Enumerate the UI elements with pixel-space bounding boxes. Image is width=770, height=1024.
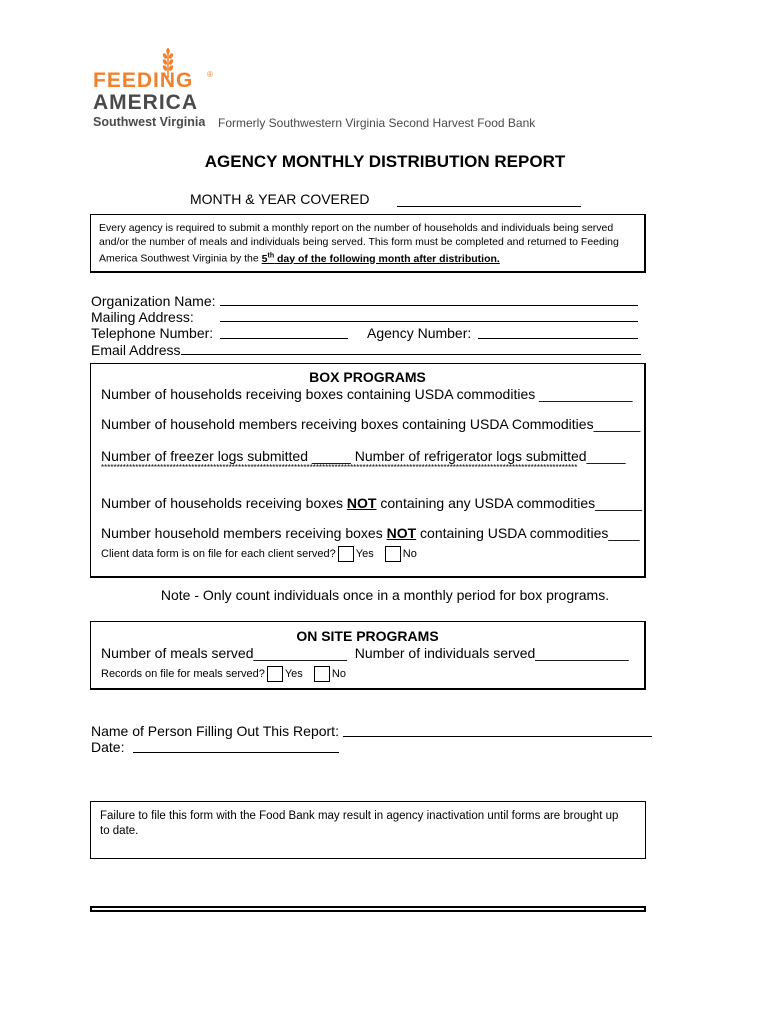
meals-individuals-row: Number of meals served____________ Number of individuals served____________ [101, 645, 629, 661]
box-programs-heading: BOX PROGRAMS [309, 369, 426, 385]
email-label: Email Address [91, 342, 181, 358]
records-no-checkbox[interactable] [314, 666, 330, 682]
logo-registered-mark: ® [207, 70, 213, 79]
instructions-box [90, 214, 646, 273]
households-usda-field[interactable]: ____________ [539, 386, 633, 402]
logo-region-text: Southwest Virginia [93, 115, 206, 129]
households-non-usda-row: Number of households receiving boxes NOT containing any USDA commodities______ [101, 495, 642, 511]
members-non-usda-field[interactable]: ____ [608, 525, 640, 541]
records-row: Records on file for meals served? Yes No [101, 666, 346, 682]
feeding-america-logo [93, 48, 218, 130]
org-name-field[interactable] [220, 305, 638, 306]
person-name-label: Name of Person Filling Out This Report: [91, 723, 339, 739]
client-no-checkbox[interactable] [385, 546, 401, 562]
date-field[interactable] [133, 752, 339, 753]
month-year-field[interactable] [397, 206, 581, 207]
logo-feeding-text: FEEDING [93, 69, 194, 92]
logo-america-text: AMERICA [93, 91, 198, 114]
logs-row: Number of freezer logs submitted _____ Number of refrigerator logs submitted_____ [101, 448, 626, 464]
mailing-address-label: Mailing Address: [91, 309, 194, 325]
households-non-usda-field[interactable]: ______ [595, 495, 642, 511]
members-non-usda-row: Number household members receiving boxes NOT containing USDA commodities____ [101, 525, 640, 541]
instructions-text: Every agency is required to submit a monthly report on the number of households and individuals being served and/or the number of meals and individuals being served. This form must be completed and returned to Feeding America Southwest Virginia by the 5th day of the following month after distribution. [99, 222, 619, 265]
month-year-label: MONTH & YEAR COVERED [190, 191, 370, 207]
onsite-programs-section [90, 621, 646, 690]
individuals-served-field[interactable]: ____________ [535, 645, 629, 661]
person-name-field[interactable] [343, 736, 652, 737]
client-data-row: Client data form is on file for each client served? Yes No [101, 546, 417, 562]
records-yes-checkbox[interactable] [267, 666, 283, 682]
date-label: Date: [91, 739, 125, 755]
separator-stars: ********************************************************************************************************************************************************* [101, 463, 578, 472]
agency-number-field[interactable] [478, 338, 638, 339]
failure-notice-box [90, 801, 646, 859]
members-usda-row: Number of household members receiving boxes containing USDA Commodities______ [101, 416, 641, 432]
onsite-programs-heading: ON SITE PROGRAMS [296, 628, 439, 644]
org-name-label: Organization Name: [91, 293, 216, 309]
meals-served-field[interactable]: ____________ [253, 645, 347, 661]
failure-notice-text: Failure to file this form with the Food Bank may result in agency inactivation until forms are brought up to date. [100, 810, 619, 837]
mailing-address-field[interactable] [220, 321, 638, 322]
members-usda-field[interactable]: ______ [593, 416, 641, 432]
formerly-text: Formerly Southwestern Virginia Second Harvest Food Bank [218, 116, 536, 130]
freezer-logs-field[interactable]: _____ [311, 448, 351, 464]
telephone-label: Telephone Number: [91, 325, 214, 341]
telephone-field[interactable] [220, 338, 348, 339]
bottom-divider [90, 906, 646, 912]
email-field[interactable] [181, 354, 641, 355]
refrigerator-logs-field[interactable]: _____ [586, 448, 626, 464]
page-title: AGENCY MONTHLY DISTRIBUTION REPORT [204, 152, 566, 171]
client-yes-checkbox[interactable] [338, 546, 354, 562]
households-usda-row: Number of households receiving boxes containing USDA commodities ____________ [101, 386, 633, 402]
box-programs-section [90, 363, 646, 578]
box-programs-note: Note - Only count individuals once in a monthly period for box programs. [160, 587, 610, 603]
agency-number-label: Agency Number: [367, 325, 472, 341]
